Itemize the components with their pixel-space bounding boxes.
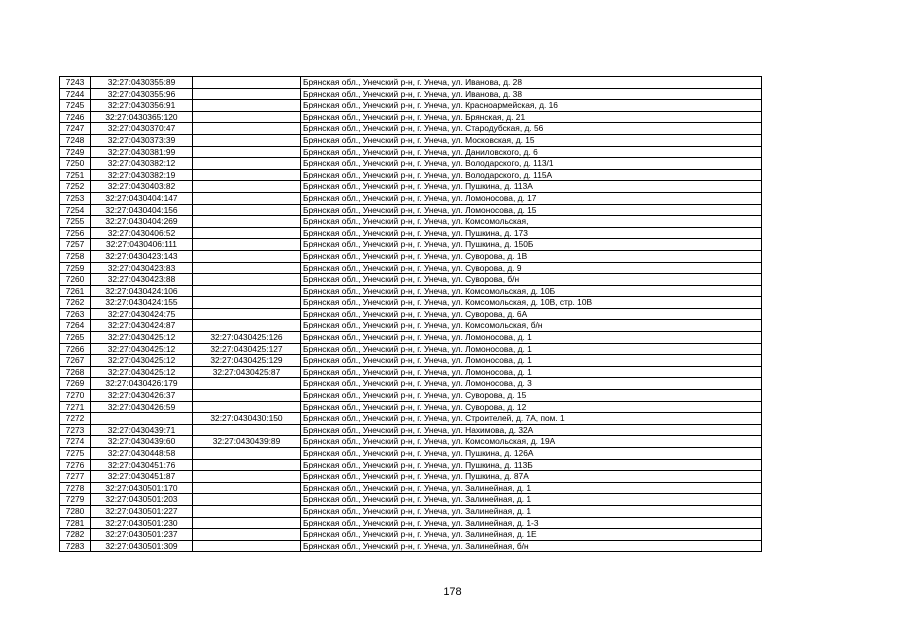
table-row [60, 308, 762, 320]
row-number-cell: 7265 [60, 332, 91, 344]
row-number-cell: 7277 [60, 471, 91, 483]
related-cadastral-number-cell: 32:27:0430439:89 [193, 436, 301, 448]
address-cell: Брянская обл., Унечский р-н, г. Унеча, ул. Залинейная, д. 1 [301, 482, 762, 494]
row-number-cell: 7254 [60, 204, 91, 216]
cadastral-number-cell: 32:27:0430404:269 [91, 216, 193, 228]
row-number-cell: 7272 [60, 413, 91, 425]
cadastral-number-cell: 32:27:0430501:227 [91, 505, 193, 517]
row-number-cell: 7273 [60, 424, 91, 436]
table-row [60, 88, 762, 100]
row-number-cell: 7283 [60, 540, 91, 552]
row-number-cell: 7271 [60, 401, 91, 413]
table-row [60, 77, 762, 89]
related-cadastral-number-cell [193, 134, 301, 146]
row-number-cell: 7257 [60, 239, 91, 251]
table-row [60, 100, 762, 112]
cadastral-number-cell: 32:27:0430424:75 [91, 308, 193, 320]
table-row [60, 204, 762, 216]
row-number-cell: 7251 [60, 169, 91, 181]
address-cell: Брянская обл., Унечский р-н, г. Унеча, ул. Иванова, д. 38 [301, 88, 762, 100]
related-cadastral-number-cell [193, 227, 301, 239]
row-number-cell: 7264 [60, 320, 91, 332]
address-cell: Брянская обл., Унечский р-н, г. Унеча, ул. Ломоносова, д. 17 [301, 192, 762, 204]
address-cell: Брянская обл., Унечский р-н, г. Унеча, ул. Пушкина, д. 126А [301, 448, 762, 460]
cadastral-number-cell: 32:27:0430423:83 [91, 262, 193, 274]
address-cell: Брянская обл., Унечский р-н, г. Унеча, ул. Ломоносова, д. 3 [301, 378, 762, 390]
row-number-cell: 7245 [60, 100, 91, 112]
cadastral-number-cell: 32:27:0430373:39 [91, 134, 193, 146]
cadastral-number-cell: 32:27:0430425:12 [91, 355, 193, 367]
address-cell: Брянская обл., Унечский р-н, г. Унеча, ул. Пушкина, д. 113Б [301, 459, 762, 471]
table-row [60, 239, 762, 251]
address-cell: Брянская обл., Унечский р-н, г. Унеча, ул. Стародубская, д. 56 [301, 123, 762, 135]
related-cadastral-number-cell [193, 482, 301, 494]
table-row [60, 332, 762, 344]
registry-table-body [60, 77, 762, 552]
table-row [60, 471, 762, 483]
cadastral-number-cell: 32:27:0430406:111 [91, 239, 193, 251]
address-cell: Брянская обл., Унечский р-н, г. Унеча, ул. Залинейная, д. 1 [301, 505, 762, 517]
related-cadastral-number-cell [193, 459, 301, 471]
table-row [60, 448, 762, 460]
related-cadastral-number-cell [193, 297, 301, 309]
row-number-cell: 7261 [60, 285, 91, 297]
row-number-cell: 7275 [60, 448, 91, 460]
cadastral-number-cell: 32:27:0430404:156 [91, 204, 193, 216]
related-cadastral-number-cell [193, 274, 301, 286]
table-row [60, 169, 762, 181]
address-cell: Брянская обл., Унечский р-н, г. Унеча, ул. Комсомольская, д. 10В, стр. 10В [301, 297, 762, 309]
address-cell: Брянская обл., Унечский р-н, г. Унеча, ул. Залинейная, д. 1-3 [301, 517, 762, 529]
table-row [60, 517, 762, 529]
table-row [60, 459, 762, 471]
address-cell: Брянская обл., Унечский р-н, г. Унеча, ул. Пушкина, д. 87А [301, 471, 762, 483]
cadastral-number-cell: 32:27:0430501:203 [91, 494, 193, 506]
related-cadastral-number-cell: 32:27:0430425:127 [193, 343, 301, 355]
table-row [60, 285, 762, 297]
cadastral-number-cell: 32:27:0430439:60 [91, 436, 193, 448]
address-cell: Брянская обл., Унечский р-н, г. Унеча, ул. Суворова, д. 1В [301, 250, 762, 262]
table-row [60, 123, 762, 135]
address-cell: Брянская обл., Унечский р-н, г. Унеча, ул. Иванова, д. 28 [301, 77, 762, 89]
row-number-cell: 7252 [60, 181, 91, 193]
table-row [60, 146, 762, 158]
cadastral-number-cell: 32:27:0430356:91 [91, 100, 193, 112]
page-number: 178 [443, 586, 462, 598]
cadastral-number-cell: 32:27:0430425:12 [91, 366, 193, 378]
related-cadastral-number-cell [193, 505, 301, 517]
table-row [60, 216, 762, 228]
row-number-cell: 7279 [60, 494, 91, 506]
row-number-cell: 7255 [60, 216, 91, 228]
cadastral-number-cell: 32:27:0430451:87 [91, 471, 193, 483]
row-number-cell: 7263 [60, 308, 91, 320]
address-cell: Брянская обл., Унечский р-н, г. Унеча, ул. Пушкина, д. 113А [301, 181, 762, 193]
table-row [60, 482, 762, 494]
table-row [60, 355, 762, 367]
cadastral-number-cell: 32:27:0430426:37 [91, 390, 193, 402]
address-cell: Брянская обл., Унечский р-н, г. Унеча, ул. Володарского, д. 113/1 [301, 158, 762, 170]
table-row [60, 134, 762, 146]
related-cadastral-number-cell [193, 100, 301, 112]
cadastral-number-cell: 32:27:0430424:155 [91, 297, 193, 309]
table-row [60, 192, 762, 204]
related-cadastral-number-cell [193, 471, 301, 483]
row-number-cell: 7244 [60, 88, 91, 100]
table-row [60, 424, 762, 436]
table-row [60, 297, 762, 309]
table-row [60, 111, 762, 123]
table-row [60, 436, 762, 448]
cadastral-number-cell: 32:27:0430426:179 [91, 378, 193, 390]
related-cadastral-number-cell [193, 181, 301, 193]
cadastral-number-cell: 32:27:0430501:237 [91, 529, 193, 541]
address-cell: Брянская обл., Унечский р-н, г. Унеча, ул. Залинейная, б/н [301, 540, 762, 552]
address-cell: Брянская обл., Унечский р-н, г. Унеча, ул. Залинейная, д. 1 [301, 494, 762, 506]
cadastral-number-cell: 32:27:0430365:120 [91, 111, 193, 123]
related-cadastral-number-cell [193, 529, 301, 541]
row-number-cell: 7262 [60, 297, 91, 309]
table-row [60, 320, 762, 332]
cadastral-number-cell: 32:27:0430423:88 [91, 274, 193, 286]
address-cell: Брянская обл., Унечский р-н, г. Унеча, ул. Ломоносова, д. 15 [301, 204, 762, 216]
address-cell: Брянская обл., Унечский р-н, г. Унеча, ул. Ломоносова, д. 1 [301, 366, 762, 378]
cadastral-number-cell: 32:27:0430382:12 [91, 158, 193, 170]
row-number-cell: 7267 [60, 355, 91, 367]
related-cadastral-number-cell [193, 540, 301, 552]
address-cell: Брянская обл., Унечский р-н, г. Унеча, ул. Пушкина, д. 150Б [301, 239, 762, 251]
related-cadastral-number-cell [193, 88, 301, 100]
row-number-cell: 7282 [60, 529, 91, 541]
row-number-cell: 7246 [60, 111, 91, 123]
cadastral-number-cell [91, 413, 193, 425]
row-number-cell: 7266 [60, 343, 91, 355]
address-cell: Брянская обл., Унечский р-н, г. Унеча, ул. Комсомольская, д. 19А [301, 436, 762, 448]
row-number-cell: 7276 [60, 459, 91, 471]
address-cell: Брянская обл., Унечский р-н, г. Унеча, ул. Пушкина, д. 173 [301, 227, 762, 239]
cadastral-number-cell: 32:27:0430425:12 [91, 332, 193, 344]
related-cadastral-number-cell [193, 448, 301, 460]
address-cell: Брянская обл., Унечский р-н, г. Унеча, ул. Суворова, д. 12 [301, 401, 762, 413]
table-row [60, 378, 762, 390]
cadastral-number-cell: 32:27:0430382:19 [91, 169, 193, 181]
related-cadastral-number-cell [193, 192, 301, 204]
related-cadastral-number-cell [193, 239, 301, 251]
cadastral-number-cell: 32:27:0430501:170 [91, 482, 193, 494]
table-row [60, 390, 762, 402]
related-cadastral-number-cell: 32:27:0430425:126 [193, 332, 301, 344]
address-cell: Брянская обл., Унечский р-н, г. Унеча, ул. Суворова, д. 15 [301, 390, 762, 402]
table-row [60, 366, 762, 378]
address-cell: Брянская обл., Унечский р-н, г. Унеча, ул. Комсомольская, [301, 216, 762, 228]
address-cell: Брянская обл., Унечский р-н, г. Унеча, ул. Залинейная, д. 1Е [301, 529, 762, 541]
cadastral-number-cell: 32:27:0430426:59 [91, 401, 193, 413]
row-number-cell: 7248 [60, 134, 91, 146]
cadastral-number-cell: 32:27:0430404:147 [91, 192, 193, 204]
row-number-cell: 7256 [60, 227, 91, 239]
related-cadastral-number-cell [193, 250, 301, 262]
table-row [60, 181, 762, 193]
cadastral-number-cell: 32:27:0430403:82 [91, 181, 193, 193]
row-number-cell: 7250 [60, 158, 91, 170]
related-cadastral-number-cell [193, 158, 301, 170]
table-row [60, 494, 762, 506]
related-cadastral-number-cell [193, 320, 301, 332]
cadastral-number-cell: 32:27:0430501:230 [91, 517, 193, 529]
row-number-cell: 7268 [60, 366, 91, 378]
cadastral-number-cell: 32:27:0430381:99 [91, 146, 193, 158]
related-cadastral-number-cell [193, 216, 301, 228]
row-number-cell: 7281 [60, 517, 91, 529]
row-number-cell: 7249 [60, 146, 91, 158]
table-row [60, 227, 762, 239]
address-cell: Брянская обл., Унечский р-н, г. Унеча, ул. Красноармейская, д. 16 [301, 100, 762, 112]
related-cadastral-number-cell [193, 111, 301, 123]
table-row [60, 505, 762, 517]
table-row [60, 343, 762, 355]
related-cadastral-number-cell [193, 146, 301, 158]
row-number-cell: 7243 [60, 77, 91, 89]
row-number-cell: 7253 [60, 192, 91, 204]
related-cadastral-number-cell [193, 401, 301, 413]
related-cadastral-number-cell [193, 285, 301, 297]
address-cell: Брянская обл., Унечский р-н, г. Унеча, ул. Комсомольская, б/н [301, 320, 762, 332]
row-number-cell: 7278 [60, 482, 91, 494]
related-cadastral-number-cell: 32:27:0430425:87 [193, 366, 301, 378]
row-number-cell: 7259 [60, 262, 91, 274]
cadastral-number-cell: 32:27:0430424:106 [91, 285, 193, 297]
cadastral-number-cell: 32:27:0430355:96 [91, 88, 193, 100]
cadastral-number-cell: 32:27:0430439:71 [91, 424, 193, 436]
table-row [60, 250, 762, 262]
address-cell: Брянская обл., Унечский р-н, г. Унеча, ул. Нахимова, д. 32А [301, 424, 762, 436]
cadastral-number-cell: 32:27:0430451:76 [91, 459, 193, 471]
table-row [60, 401, 762, 413]
related-cadastral-number-cell [193, 424, 301, 436]
table-row [60, 540, 762, 552]
address-cell: Брянская обл., Унечский р-н, г. Унеча, ул. Володарского, д. 115А [301, 169, 762, 181]
address-cell: Брянская обл., Унечский р-н, г. Унеча, ул. Брянская, д. 21 [301, 111, 762, 123]
cadastral-number-cell: 32:27:0430448:58 [91, 448, 193, 460]
related-cadastral-number-cell [193, 204, 301, 216]
table-row [60, 262, 762, 274]
row-number-cell: 7269 [60, 378, 91, 390]
row-number-cell: 7270 [60, 390, 91, 402]
related-cadastral-number-cell: 32:27:0430425:129 [193, 355, 301, 367]
address-cell: Брянская обл., Унечский р-н, г. Унеча, ул. Московская, д. 15 [301, 134, 762, 146]
related-cadastral-number-cell [193, 517, 301, 529]
related-cadastral-number-cell [193, 378, 301, 390]
related-cadastral-number-cell [193, 390, 301, 402]
cadastral-number-cell: 32:27:0430370:47 [91, 123, 193, 135]
row-number-cell: 7274 [60, 436, 91, 448]
related-cadastral-number-cell: 32:27:0430430:150 [193, 413, 301, 425]
table-row [60, 158, 762, 170]
cadastral-number-cell: 32:27:0430501:309 [91, 540, 193, 552]
related-cadastral-number-cell [193, 494, 301, 506]
address-cell: Брянская обл., Унечский р-н, г. Унеча, ул. Комсомольская, д. 10Б [301, 285, 762, 297]
related-cadastral-number-cell [193, 308, 301, 320]
table-row [60, 274, 762, 286]
row-number-cell: 7247 [60, 123, 91, 135]
address-cell: Брянская обл., Унечский р-н, г. Унеча, ул. Суворова, д. 9 [301, 262, 762, 274]
table-row [60, 529, 762, 541]
cadastral-number-cell: 32:27:0430424:87 [91, 320, 193, 332]
related-cadastral-number-cell [193, 262, 301, 274]
cadastral-number-cell: 32:27:0430423:143 [91, 250, 193, 262]
related-cadastral-number-cell [193, 77, 301, 89]
cadastral-number-cell: 32:27:0430355:89 [91, 77, 193, 89]
row-number-cell: 7258 [60, 250, 91, 262]
address-cell: Брянская обл., Унечский р-н, г. Унеча, ул. Суворова, б/н [301, 274, 762, 286]
address-cell: Брянская обл., Унечский р-н, г. Унеча, ул. Строителей, д. 7А, пом. 1 [301, 413, 762, 425]
cadastral-number-cell: 32:27:0430406:52 [91, 227, 193, 239]
address-cell: Брянская обл., Унечский р-н, г. Унеча, ул. Ломоносова, д. 1 [301, 343, 762, 355]
related-cadastral-number-cell [193, 123, 301, 135]
registry-table [59, 76, 762, 552]
row-number-cell: 7260 [60, 274, 91, 286]
address-cell: Брянская обл., Унечский р-н, г. Унеча, ул. Ломоносова, д. 1 [301, 355, 762, 367]
cadastral-number-cell: 32:27:0430425:12 [91, 343, 193, 355]
address-cell: Брянская обл., Унечский р-н, г. Унеча, ул. Ломоносова, д. 1 [301, 332, 762, 344]
related-cadastral-number-cell [193, 169, 301, 181]
row-number-cell: 7280 [60, 505, 91, 517]
address-cell: Брянская обл., Унечский р-н, г. Унеча, ул. Суворова, д. 6А [301, 308, 762, 320]
address-cell: Брянская обл., Унечский р-н, г. Унеча, ул. Даниловского, д. 6 [301, 146, 762, 158]
table-row [60, 413, 762, 425]
